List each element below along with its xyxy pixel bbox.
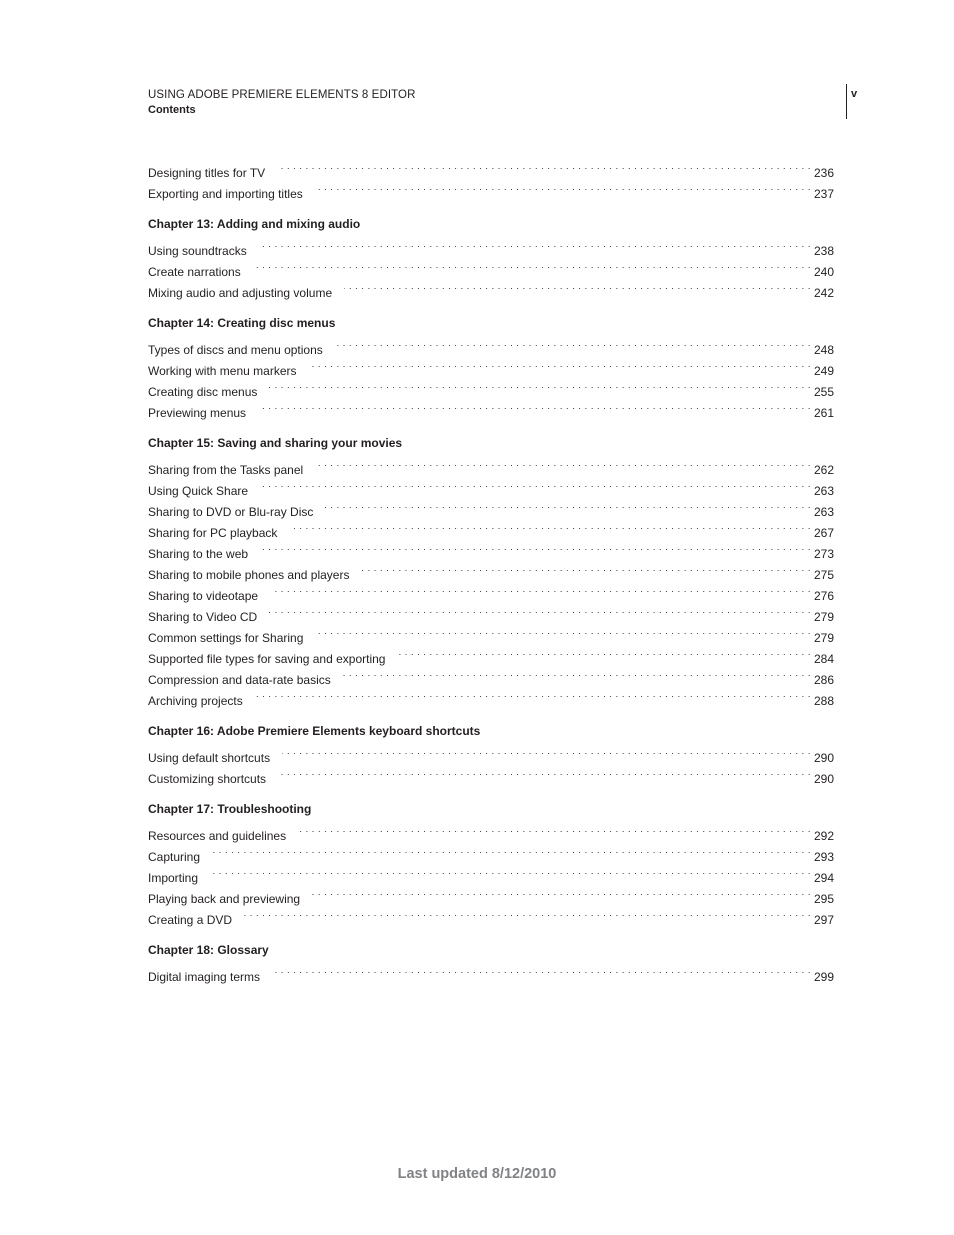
chapter-heading[interactable]: Chapter 15: Saving and sharing your movies: [148, 436, 403, 450]
toc-entry-page-number[interactable]: 297: [813, 913, 834, 927]
dot-leader: [325, 495, 811, 516]
toc-entry-page-number[interactable]: 255: [813, 385, 834, 399]
toc-entry-page-number[interactable]: 263: [813, 505, 834, 519]
toc-entry-page-number[interactable]: 288: [813, 694, 834, 708]
dot-leader: [298, 819, 811, 840]
dot-leader: [255, 684, 811, 705]
toc-entry[interactable]: [148, 861, 834, 885]
toc-entry-label[interactable]: Capturing: [148, 850, 201, 864]
dot-leader: [269, 375, 811, 396]
section-title: Contents: [148, 104, 196, 116]
dot-leader: [344, 276, 811, 297]
toc-entry-page-number[interactable]: 273: [813, 547, 834, 561]
toc-entry-label[interactable]: Sharing to Video CD: [148, 610, 258, 624]
dot-leader: [282, 741, 811, 762]
dot-leader: [335, 333, 811, 354]
toc-entry-page-number[interactable]: 242: [813, 286, 834, 300]
toc-entry-label[interactable]: Importing: [148, 871, 199, 885]
toc-entry-label[interactable]: Sharing from the Tasks panel: [148, 463, 304, 477]
chapter-heading[interactable]: Chapter 16: Adobe Premiere Elements keyboard shortcuts: [148, 724, 481, 738]
toc-entry[interactable]: [148, 819, 834, 843]
toc-entry-page-number[interactable]: 286: [813, 673, 834, 687]
dot-leader: [277, 156, 811, 177]
toc-entry-page-number[interactable]: 240: [813, 265, 834, 279]
page-header: [148, 88, 848, 118]
toc-entry-page-number[interactable]: 292: [813, 829, 834, 843]
chapter-heading[interactable]: Chapter 17: Troubleshooting: [148, 802, 312, 816]
toc-entry[interactable]: [148, 234, 834, 258]
toc-entry-page-number[interactable]: 279: [813, 610, 834, 624]
toc-entry-page-number[interactable]: 263: [813, 484, 834, 498]
chapter-heading[interactable]: Chapter 13: Adding and mixing audio: [148, 217, 361, 231]
chapter-heading[interactable]: Chapter 14: Creating disc menus: [148, 316, 336, 330]
toc-entry[interactable]: [148, 333, 834, 357]
dot-leader: [272, 960, 811, 981]
toc-section: [148, 940, 834, 984]
toc-entry-label[interactable]: Resources and guidelines: [148, 829, 287, 843]
toc-entry[interactable]: [148, 840, 834, 864]
toc-entry-label[interactable]: Digital imaging terms: [148, 970, 261, 984]
toc-entry-page-number[interactable]: 249: [813, 364, 834, 378]
toc-entry-label[interactable]: Sharing to DVD or Blu-ray Disc: [148, 505, 314, 519]
dot-leader: [315, 621, 811, 642]
dot-leader: [258, 396, 811, 417]
toc-entry-label[interactable]: Exporting and importing titles: [148, 187, 303, 201]
last-updated-footer: Last updated 8/12/2010: [397, 1166, 557, 1182]
dot-leader: [289, 516, 811, 537]
toc-entry-label[interactable]: Customizing shortcuts: [148, 772, 267, 786]
toc-section: [148, 214, 834, 300]
dot-leader: [260, 537, 811, 558]
toc-entry-page-number[interactable]: 299: [813, 970, 834, 984]
toc-entry-label[interactable]: Types of discs and menu options: [148, 343, 323, 357]
toc-entry-label[interactable]: Supported file types for saving and exporting: [148, 652, 386, 666]
dot-leader: [278, 762, 811, 783]
toc-entry-page-number[interactable]: 284: [813, 652, 834, 666]
toc-entry-page-number[interactable]: 261: [813, 406, 834, 420]
toc-entry-label[interactable]: Previewing menus: [148, 406, 247, 420]
toc-entry-label[interactable]: Compression and data-rate basics: [148, 673, 331, 687]
toc-entry[interactable]: [148, 741, 834, 765]
toc-entry-label[interactable]: Designing titles for TV: [148, 166, 266, 180]
dot-leader: [259, 234, 811, 255]
toc-entry-label[interactable]: Sharing to videotape: [148, 589, 259, 603]
table-of-contents: [148, 156, 834, 984]
toc-entry[interactable]: [148, 960, 834, 984]
toc-entry-page-number[interactable]: 290: [813, 751, 834, 765]
toc-entry-page-number[interactable]: 267: [813, 526, 834, 540]
toc-entry[interactable]: [148, 903, 834, 927]
toc-entry-page-number[interactable]: 294: [813, 871, 834, 885]
toc-entry-label[interactable]: Playing back and previewing: [148, 892, 301, 906]
toc-entry-label[interactable]: Using soundtracks: [148, 244, 247, 258]
toc-entry[interactable]: [148, 882, 834, 906]
toc-entry-label[interactable]: Using default shortcuts: [148, 751, 271, 765]
dot-leader: [270, 579, 811, 600]
toc-entry-label[interactable]: Working with menu markers: [148, 364, 297, 378]
dot-leader: [212, 840, 811, 861]
toc-section: [148, 156, 834, 201]
toc-entry-label[interactable]: Using Quick Share: [148, 484, 249, 498]
toc-entry-label[interactable]: Common settings for Sharing: [148, 631, 304, 645]
dot-leader: [343, 663, 811, 684]
toc-entry-page-number[interactable]: 238: [813, 244, 834, 258]
toc-entry-page-number[interactable]: 236: [813, 166, 834, 180]
toc-entry-page-number[interactable]: 290: [813, 772, 834, 786]
toc-entry[interactable]: [148, 453, 834, 477]
dot-leader: [244, 903, 811, 924]
document-title: USING ADOBE PREMIERE ELEMENTS 8 EDITOR: [148, 89, 416, 101]
dot-leader: [253, 255, 811, 276]
dot-leader: [361, 558, 811, 579]
dot-leader: [210, 861, 811, 882]
dot-leader: [315, 453, 811, 474]
page-number: v: [851, 88, 858, 100]
toc-section: [148, 799, 834, 927]
dot-leader: [312, 882, 811, 903]
toc-section: [148, 313, 834, 420]
header-divider: [846, 84, 847, 119]
toc-entry-label[interactable]: Creating disc menus: [148, 385, 258, 399]
toc-entry-label[interactable]: Creating a DVD: [148, 913, 233, 927]
dot-leader: [269, 600, 811, 621]
toc-entry-page-number[interactable]: 237: [813, 187, 834, 201]
toc-entry-label[interactable]: Sharing to mobile phones and players: [148, 568, 350, 582]
toc-entry-page-number[interactable]: 276: [813, 589, 834, 603]
toc-entry-page-number[interactable]: 279: [813, 631, 834, 645]
toc-section: [148, 433, 834, 708]
toc-section: [148, 721, 834, 786]
toc-entry-page-number[interactable]: 262: [813, 463, 834, 477]
toc-entry-label[interactable]: Create narrations: [148, 265, 241, 279]
toc-entry-page-number[interactable]: 248: [813, 343, 834, 357]
toc-entry[interactable]: [148, 156, 834, 180]
dot-leader: [309, 354, 811, 375]
dot-leader: [315, 177, 811, 198]
toc-entry-label[interactable]: Sharing to the web: [148, 547, 249, 561]
toc-entry-label[interactable]: Archiving projects: [148, 694, 243, 708]
toc-entry-label[interactable]: Sharing for PC playback: [148, 526, 278, 540]
toc-entry-page-number[interactable]: 275: [813, 568, 834, 582]
dot-leader: [260, 474, 811, 495]
toc-entry-page-number[interactable]: 295: [813, 892, 834, 906]
chapter-heading[interactable]: Chapter 18: Glossary: [148, 943, 269, 957]
toc-entry-label[interactable]: Mixing audio and adjusting volume: [148, 286, 333, 300]
dot-leader: [397, 642, 810, 663]
toc-entry-page-number[interactable]: 293: [813, 850, 834, 864]
